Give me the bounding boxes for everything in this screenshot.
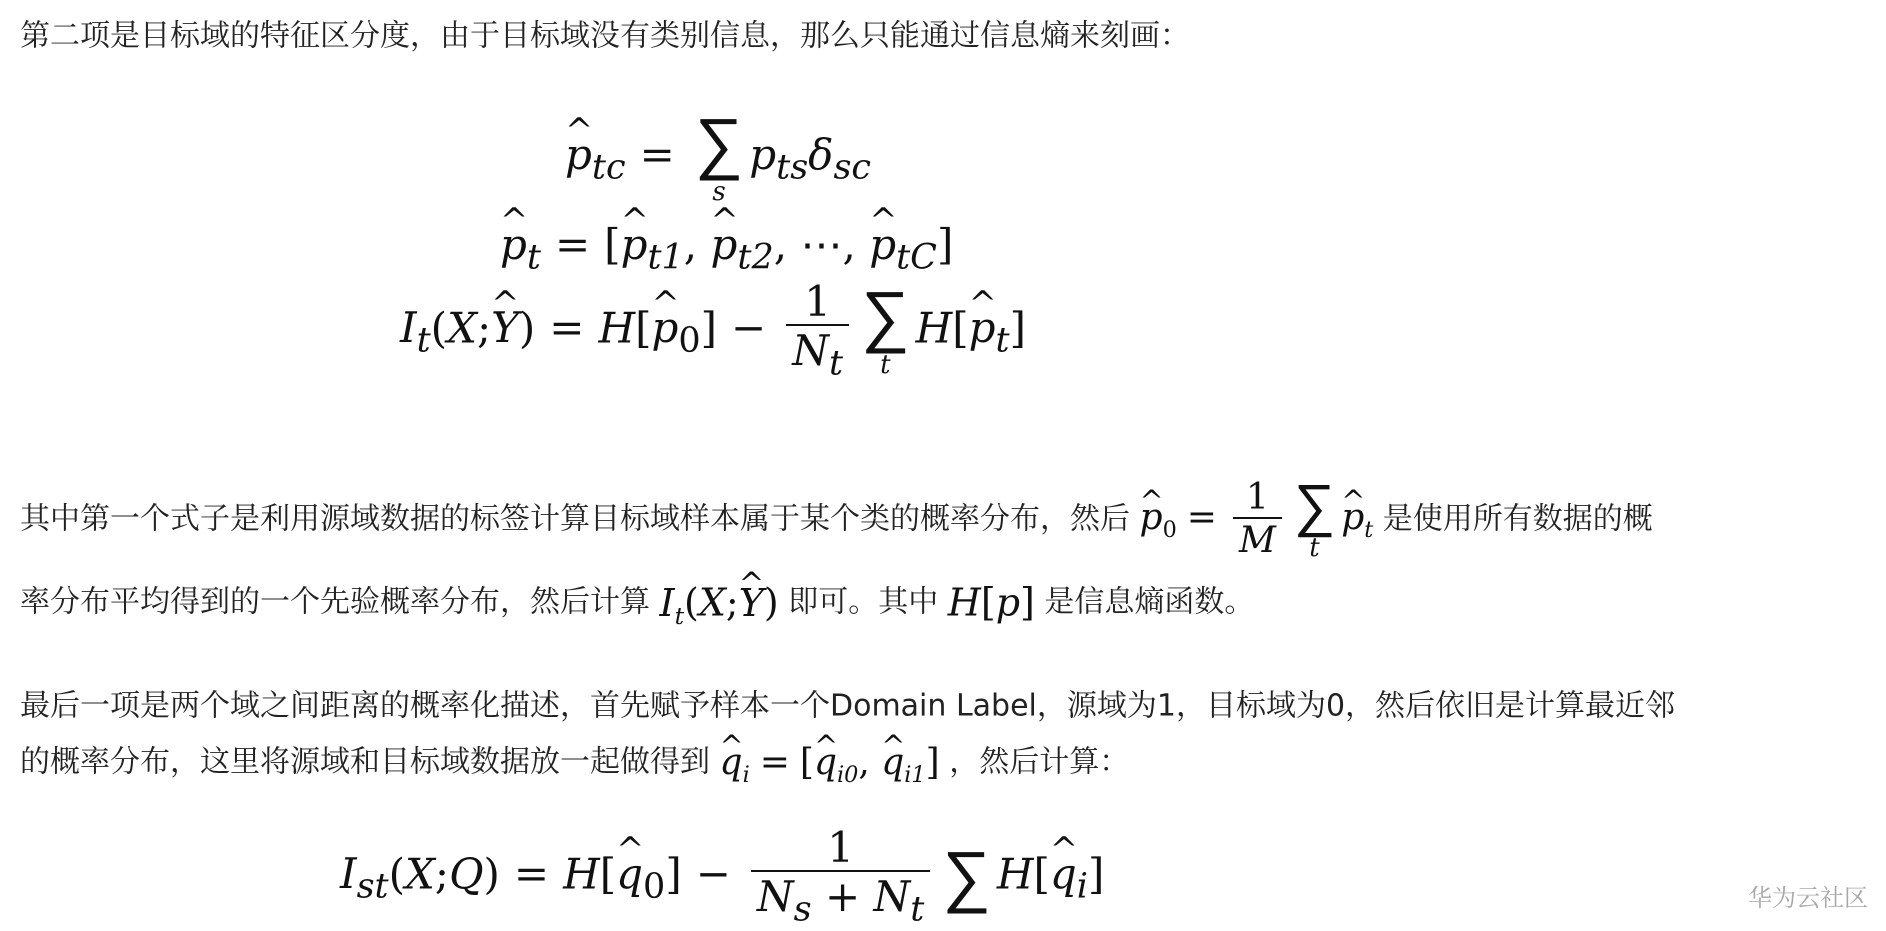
- paragraph-intro: [20, 10, 1866, 63]
- equation-p-hat-t-vector: ^ $p_t$ = [^ $p_{t1}$, ^ $p_{t2}$, ⋯, ^ $p_{tC}$]: [500, 220, 953, 277]
- paragraph-explanation-1-text-b: 是使用所有数据的概: [1382, 501, 1653, 537]
- paragraph-domain-label-text-c: ，然后计算：: [949, 744, 1130, 780]
- paragraph-intro-text: 第二项是目标域的特征区分度，由于目标域没有类别信息，那么只能通过信息熵来刻画：: [20, 18, 1190, 54]
- sum-operator: ∑ s: [694, 104, 744, 207]
- paragraph-domain-label-cont: [20, 736, 1866, 789]
- equation-mutual-information-domain: $I_{st}(X;Q)$ = H[^ $q_0$] − $\frac{1}{N_s + N_t}$ ∑ H[^ $q_i$]: [340, 826, 1104, 929]
- equation-mutual-information-target: $I_t(X;\^{}$ Y) = H[^ $p_0$] − $\frac{1}{N_t}$ ∑ t H[^ $p_t$]: [400, 280, 1026, 383]
- paragraph-explanation-2-text-c: 是信息熵函数。: [1044, 584, 1255, 620]
- watermark-huawei-cloud: 华为云社区: [1748, 884, 1868, 912]
- inline-math-p0-mean: ^ $p_0$ = $\frac{1}{M}$ ∑ t ^ $p_t$: [1140, 497, 1374, 538]
- fraction-one-over-nt: $\frac{1}{N_t}$: [786, 280, 849, 383]
- inline-math-q-hat-i: ^ $q_i$ = [^ $q_{i0}$, ^ $q_{i1}$]: [720, 742, 940, 783]
- sum-operator: ∑: [942, 837, 991, 917]
- sum-operator: ∑ t: [861, 277, 910, 380]
- paragraph-domain-label-text-a: 最后一项是两个域之间距离的概率化描述，首先赋予样本一个Domain Label，源域为1，目标域为0，然后依旧是计算最近邻: [20, 688, 1676, 724]
- paragraph-explanation-2: [20, 576, 1866, 629]
- inline-math-it-xy: $I_t(X;\^{}$ Y): [660, 581, 779, 625]
- paragraph-explanation-2-text-b: 即可。其中: [788, 584, 939, 620]
- paragraph-explanation-1: [20, 471, 1866, 564]
- paragraph-domain-label-text-b: 的概率分布，这里将源域和目标域数据放一起做得到: [20, 744, 710, 780]
- inline-math-h-p: H[p]: [947, 580, 1035, 625]
- fraction-one-over-ns-plus-nt: $\frac{1}{N_s + N_t}$: [751, 826, 930, 929]
- paragraph-domain-label: [20, 680, 1866, 733]
- paragraph-explanation-1-text-a: 其中第一个式子是利用源域数据的标签计算目标域样本属于某个类的概率分布，然后: [20, 501, 1130, 537]
- equation-p-hat-tc: ^ $p_{tc}$ = ∑ s $p_{ts}\delta_{sc}$: [565, 112, 871, 205]
- paragraph-explanation-2-text-a: 率分布平均得到的一个先验概率分布，然后计算: [20, 584, 650, 620]
